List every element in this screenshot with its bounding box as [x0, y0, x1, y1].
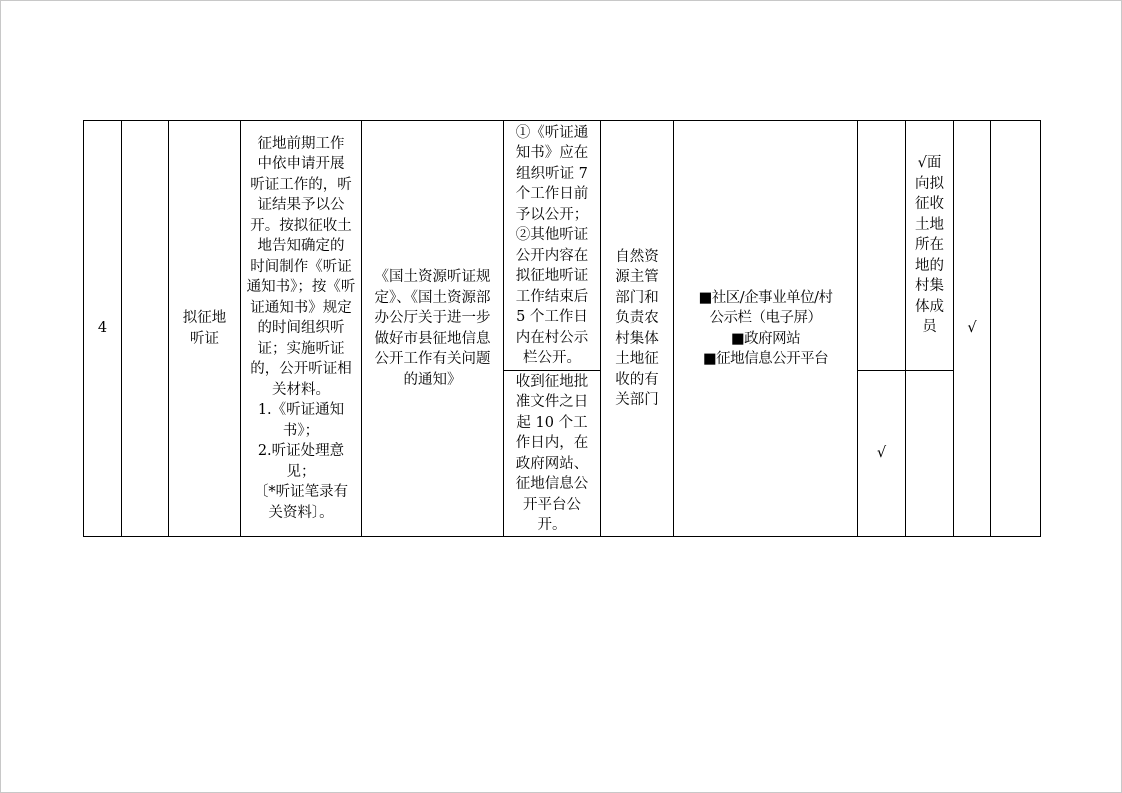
time-line: 公开内容在	[515, 247, 589, 264]
basis-line: 定》、《国土资源部	[374, 289, 491, 306]
society-check-mark: √	[876, 445, 887, 462]
index-cell	[84, 121, 122, 537]
object-line: √面	[917, 155, 942, 172]
content-line: 2.听证处理意	[257, 443, 345, 460]
basis-line: 做好市县征地信息	[374, 330, 491, 347]
channel-line: 公示栏（电子屏）	[709, 310, 822, 326]
object-line: 地的	[915, 257, 944, 274]
subject-line: 负责农	[615, 310, 659, 326]
basis-text	[362, 267, 503, 390]
apply-check-cell	[991, 121, 1041, 537]
subject-line: 源主管	[615, 269, 659, 285]
object-line: 征收	[915, 196, 944, 213]
subject-line: 土地征	[615, 351, 659, 367]
channel-text	[674, 288, 857, 370]
disclosure-table	[83, 120, 1041, 537]
time-line: ②其他听证	[515, 227, 589, 243]
time-line: 5 个工作日	[516, 309, 588, 325]
category-cell	[122, 121, 169, 537]
time-line: 组织听证 7	[516, 165, 588, 182]
time-line: 起 10 个工	[516, 414, 588, 431]
object-specific-text	[906, 153, 953, 338]
content-line: 时间制作《听证	[250, 258, 352, 275]
content-line: 中依申请开展	[257, 156, 345, 173]
subject-cell	[601, 121, 674, 537]
content-line: 的时间组织听	[257, 320, 345, 337]
basis-line: 公开工作有关问题	[374, 351, 491, 367]
object-line: 员	[922, 319, 937, 336]
active-check-cell	[954, 121, 991, 537]
time-limit-top-text	[504, 123, 600, 369]
content-line: 证结果予以公	[257, 197, 345, 214]
time-line: 予以公开；	[515, 206, 589, 223]
content-line: 书》；	[282, 422, 320, 439]
time-line: 收到征地批	[515, 373, 589, 390]
content-line: 开。按拟征收土	[250, 217, 352, 234]
row-index: 4	[97, 320, 108, 337]
content-line: 征地前期工作	[257, 135, 345, 152]
object-line: 所在	[915, 237, 944, 254]
time-limit-bottom-cell	[504, 371, 601, 537]
content-line: 见；	[286, 463, 316, 480]
time-line: 开平台公	[523, 496, 581, 513]
time-line: 知书》应在	[515, 145, 589, 161]
time-line: 征地信息公	[515, 476, 589, 492]
time-line: 内在村公示	[515, 329, 589, 346]
object-line: 土地	[915, 216, 944, 233]
time-line: ①《听证通	[515, 124, 589, 141]
time-line: 栏公开。	[523, 350, 581, 366]
object-specific-bottom-cell	[906, 371, 954, 537]
basis-line: 《国土资源听证规	[374, 269, 491, 285]
time-limit-bottom-text	[504, 372, 600, 536]
content-line: 的，公开听证相	[250, 361, 352, 378]
content-line: 听证工作的，听	[250, 176, 352, 193]
content-line: 证；实施听证	[257, 340, 345, 357]
time-line: 准文件之日	[515, 394, 589, 410]
channel-line: ■征地信息公开平台	[702, 351, 829, 367]
channel-line: ■政府网站	[730, 330, 801, 347]
time-line: 工作结束后	[515, 288, 589, 305]
subject-line: 村集体	[615, 330, 659, 347]
content-text	[241, 134, 361, 524]
channel-cell	[674, 121, 858, 537]
subject-line: 部门和	[615, 289, 659, 306]
object-specific-cell	[906, 121, 954, 371]
object-line: 体成	[915, 298, 944, 315]
content-line: 地告知确定的	[257, 238, 345, 255]
content-line: 〔*听证笔录有	[253, 484, 349, 501]
object-line: 村集	[915, 278, 944, 295]
time-line: 个工作日前	[515, 186, 589, 202]
time-line: 作日内，在	[515, 435, 589, 451]
content-line: 关资料〕。	[268, 504, 334, 521]
time-limit-top-cell	[504, 121, 601, 371]
society-check-top-cell	[858, 121, 906, 371]
active-check-mark: √	[967, 320, 977, 337]
time-line: 拟征地听证	[515, 268, 589, 284]
basis-line: 办公厅关于进一步	[374, 310, 491, 326]
object-line: 向拟	[915, 175, 944, 192]
society-check-bottom-cell	[858, 371, 906, 537]
subject-line: 关部门	[615, 392, 659, 408]
content-cell	[241, 121, 362, 537]
item-name: 拟征地 听证	[182, 310, 227, 347]
content-line: 关材料。	[272, 381, 330, 398]
item-name-cell	[169, 121, 241, 537]
subject-line: 自然资	[615, 248, 659, 265]
subject-text	[601, 247, 673, 411]
content-line: 通知书》；按《听	[246, 279, 356, 296]
time-line: 开。	[537, 517, 567, 533]
content-line: 1.《听证通知	[257, 402, 345, 419]
content-line: 证通知书》规定	[250, 299, 352, 316]
subject-line: 收的有	[615, 371, 659, 388]
channel-line: ■社区/企事业单位/村	[698, 289, 833, 306]
basis-line: 的通知》	[403, 371, 462, 388]
basis-cell	[362, 121, 504, 537]
time-line: 政府网站、	[515, 455, 589, 472]
